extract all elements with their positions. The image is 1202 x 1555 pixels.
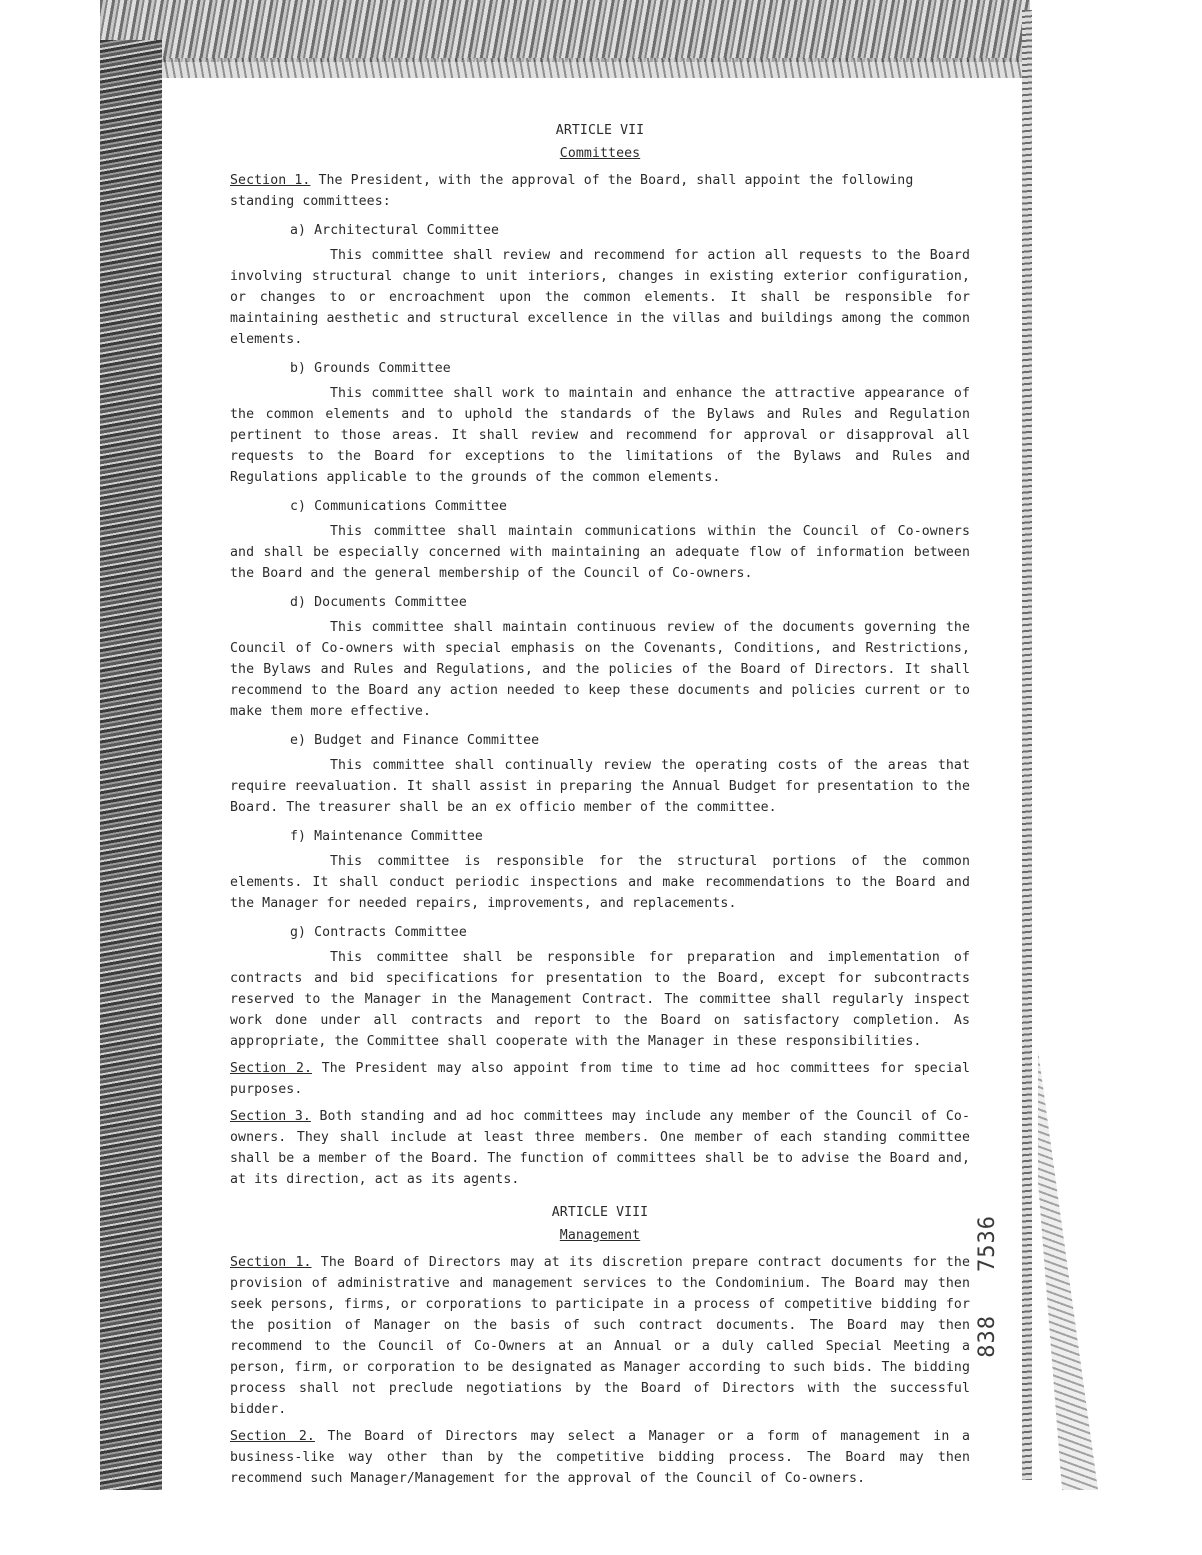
- section-label: Section 1.: [230, 173, 311, 188]
- article-7-subtitle: Committees: [559, 146, 641, 161]
- committee-e-label: e) Budget and Finance Committee: [290, 733, 540, 748]
- article-8-section-1: [230, 1252, 970, 1420]
- document-page: [230, 120, 970, 1495]
- scan-edge-left: [100, 40, 162, 1490]
- committee-d-label: d) Documents Committee: [290, 595, 467, 610]
- article-7-section-3: [230, 1106, 970, 1190]
- committee-c-text: This committee shall maintain communications within the Council of Co-owners and shall be especially concerned with maintaining an adequate flow of information between the Board and the general membership of the Council of Co-owners.: [230, 524, 970, 581]
- scan-edge-right: [1022, 10, 1032, 1480]
- committee-a-text: This committee shall review and recommend for action all requests to the Board involving structural change to unit interiors, changes in existing exterior configuration, or changes to or encroachment upon the common elements. It shall be responsible for maintaining aesthetic and structural excellence in the villas and buildings among the common elements.: [230, 248, 970, 347]
- scan-edge-right-shadow: [1038, 1050, 1098, 1490]
- scan-edge-top: [100, 0, 1030, 62]
- section-label: Section 3.: [230, 1109, 311, 1124]
- section-label: Section 2.: [230, 1429, 315, 1444]
- committee-f-text: This committee is responsible for the structural portions of the common elements. It shall conduct periodic inspections and make recommendations to the Board and the Manager for needed repairs, improvements, and replacements.: [230, 854, 970, 911]
- committee-c-label: c) Communications Committee: [290, 499, 508, 514]
- margin-book-number: 7536: [975, 1215, 1000, 1272]
- section-text: Both standing and ad hoc committees may include any member of the Council of Co-owners. They shall include at least three members. One member of each standing committee shall be a member of the Board. The function of committees shall be to advise the Board and, at its direction, act as its agents.: [230, 1109, 970, 1187]
- committee-b-text: This committee shall work to maintain and enhance the attractive appearance of the common elements and to uphold the standards of the Bylaws and Rules and Regulation pertinent to those areas. It shall review and recommend for approval or disapproval all requests to the Board for exceptions to the limitations of the Bylaws and Rules and Regulations applicable to the grounds of the common elements.: [230, 386, 970, 485]
- section-label: Section 2.: [230, 1061, 313, 1076]
- committee-a-label: a) Architectural Committee: [290, 223, 500, 238]
- committee-b-label: b) Grounds Committee: [290, 361, 451, 376]
- margin-page-number: 838: [975, 1315, 1000, 1358]
- section-text: The President, with the approval of the Board, shall appoint the following standing committees:: [230, 173, 914, 209]
- article-7-section-1: [230, 170, 970, 212]
- article-7-title: ARTICLE VII: [555, 123, 645, 138]
- committee-g-text: This committee shall be responsible for preparation and implementation of contracts and bid specifications for presentation to the Board, except for subcontracts reserved to the Manager in the Management Contract. The committee shall regularly inspect work done under all contracts and report to the Board on satisfactory completion. As appropriate, the Committee shall cooperate with the Manager in these responsibilities.: [230, 950, 970, 1049]
- scan-edge-top-band: [110, 58, 1030, 78]
- article-8-section-2: [230, 1426, 970, 1489]
- article-7-section-2: [230, 1058, 970, 1100]
- article-8-title: ARTICLE VIII: [551, 1205, 649, 1220]
- article-8-subtitle: Management: [559, 1228, 641, 1243]
- committee-g-label: g) Contracts Committee: [290, 925, 467, 940]
- section-text: The Board of Directors may select a Manager or a form of management in a business-like way other than by the competitive bidding process. The Board may then recommend such Manager/Management for the approval of the Council of Co-owners.: [230, 1429, 970, 1486]
- committee-e-text: This committee shall continually review the operating costs of the areas that require reevaluation. It shall assist in preparing the Annual Budget for presentation to the Board. The treasurer shall be an ex officio member of the committee.: [230, 758, 970, 815]
- committee-d-text: This committee shall maintain continuous review of the documents governing the Council of Co-owners with special emphasis on the Covenants, Conditions, and Restrictions, the Bylaws and Rules and Regulations, and the policies of the Board of Directors. It shall recommend to the Board any action needed to keep these documents and policies current or to make them more effective.: [230, 620, 970, 719]
- section-label: Section 1.: [230, 1255, 312, 1270]
- section-text: The Board of Directors may at its discretion prepare contract documents for the provision of administrative and management services to the Condominium. The Board may then seek persons, firms, or corporations to participate in a process of competitive bidding for the position of Manager on the basis of such contract documents. The Board may then recommend to the Council of Co-Owners at an Annual or a duly called Special Meeting a person, firm, or corporation to be designated as Manager according to such bids. The bidding process shall not preclude negotiations by the Board of Directors with the successful bidder.: [230, 1255, 970, 1417]
- section-text: The President may also appoint from time to time ad hoc committees for special purposes.: [230, 1061, 970, 1097]
- committee-f-label: f) Maintenance Committee: [290, 829, 483, 844]
